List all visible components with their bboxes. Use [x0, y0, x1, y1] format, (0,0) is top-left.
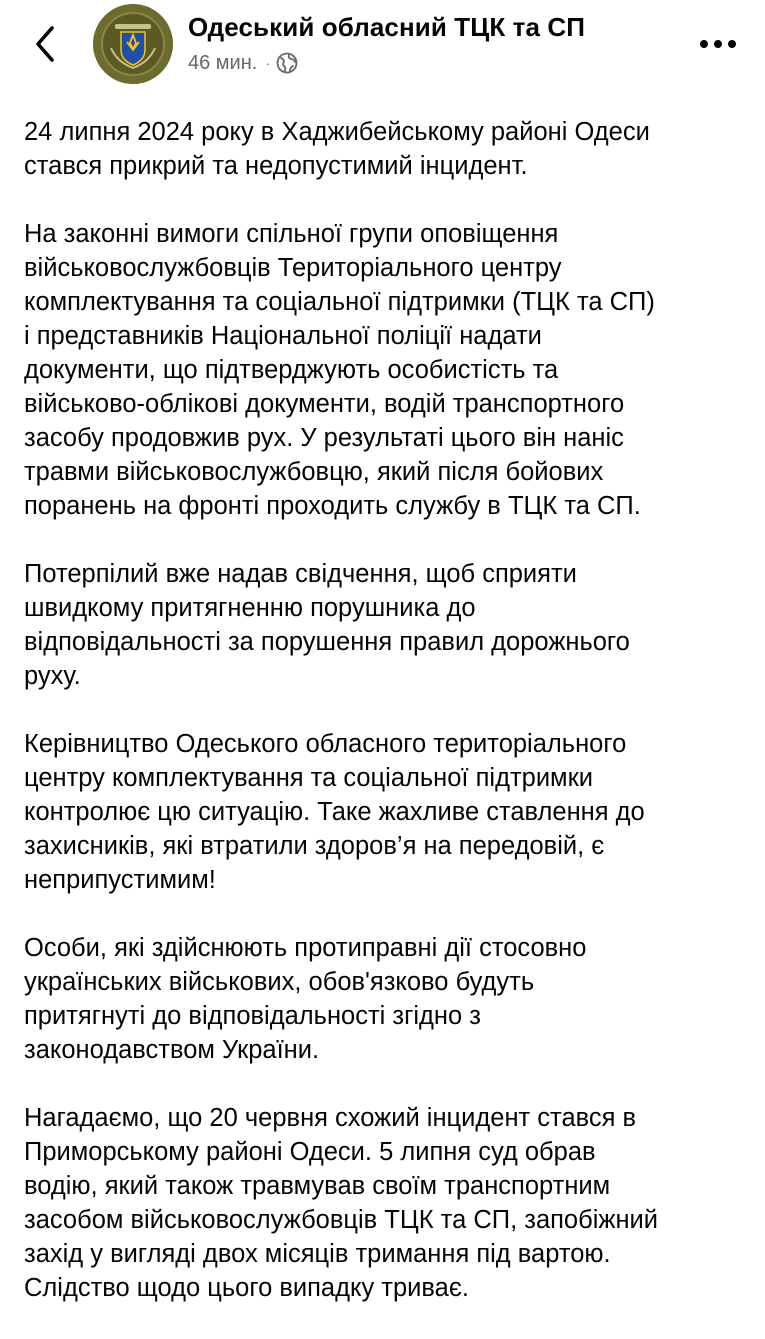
post-paragraph: Потерпілий вже надав свідчення, щоб сприяти швидкому притягненню порушника до відповідальності за порушення правил дорожнього руху. [24, 560, 630, 690]
post-paragraph: Особи, які здійснюють протиправні дії стосовно українських військових, обов'язково будуть притягнуті до відповідальності згідно з законодавством України. [24, 934, 587, 1064]
avatar[interactable] [93, 4, 173, 84]
chevron-left-icon [28, 22, 64, 66]
post-paragraph: Керівництво Одеського обласного територіального центру комплектування та соціальної підтримки контролює цю ситуацію. Таке жахливе ставлення до захисників, які втратили здоров’я на передовій, є неприпустимим! [24, 730, 645, 894]
post-header [0, 0, 765, 92]
post-text [24, 115, 744, 1339]
back-button[interactable] [28, 22, 64, 66]
post-meta [188, 50, 298, 76]
meta-separator: · [265, 55, 270, 71]
more-horizontal-icon [696, 30, 740, 58]
military-emblem-avatar [93, 4, 173, 84]
globe-icon [276, 52, 298, 74]
page-title[interactable]: Одеський обласний ТЦК та СП [188, 12, 586, 42]
post-paragraph: 24 липня 2024 року в Хаджибейському районі Одеси стався прикрий та недопустимий інцидент. [24, 118, 650, 180]
post-timestamp[interactable]: 46 мин. [188, 51, 258, 74]
post-paragraph: На законні вимоги спільної групи оповіщення військовослужбовців Територіального центру комплектування та соціальної підтримки (ТЦК та СП) і представників Національної поліції надати документи, що підтверджують особистість та військово-облікові документи, водій транспортного засобу продовжив рух. У результаті цього він наніс травми військовослужбовцю, який після бойових поранень на фронті проходить службу в ТЦК та СП. [24, 220, 655, 520]
post-paragraph: Нагадаємо, що 20 червня схожий інцидент стався в Приморському районі Одеси. 5 липня суд обрав водію, який також травмував своїм транспортним засобом військовослужбовців ТЦК та СП, запобіжний захід у вигляді двох місяців тримання під вартою. Слідство щодо цього випадку триває. [24, 1104, 659, 1302]
more-options-button[interactable] [696, 30, 740, 58]
